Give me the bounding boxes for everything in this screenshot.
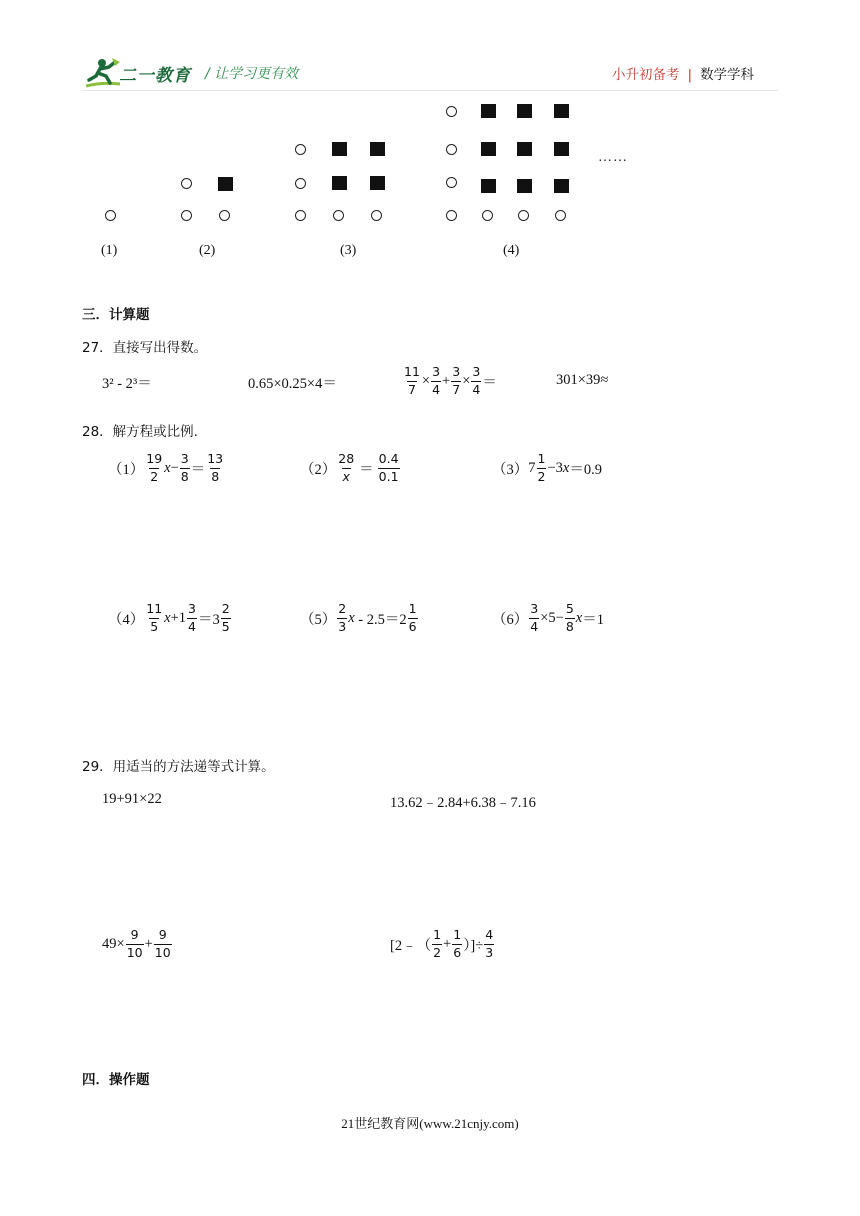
pattern-circle — [446, 144, 457, 155]
pattern-circle — [181, 178, 192, 189]
pattern-circle — [446, 177, 457, 188]
header-separator: | — [687, 67, 693, 83]
pattern-square — [554, 104, 569, 118]
pattern-square — [218, 177, 233, 191]
question-27-prompt: 27．直接写出得数。 — [82, 340, 208, 356]
pattern-square — [370, 142, 385, 156]
header-divider — [82, 90, 778, 91]
q29-calc-3: 49× $\frac{9}{10}$ + $\frac{9}{10}$ — [102, 927, 171, 960]
pattern-circle — [371, 210, 382, 221]
q27-expr-1: 3² - 2³＝ — [102, 376, 152, 392]
fraction: $\frac{3}{4}$ — [432, 364, 441, 397]
pattern-circle — [333, 210, 344, 221]
section-title-operation: 四．操作题 — [82, 1072, 150, 1088]
pattern-square — [332, 176, 347, 190]
pattern-circle — [219, 210, 230, 221]
q28-equation-3: （3） 7 $\frac{1}{2}$ −3 x ＝0.9 — [492, 451, 602, 484]
question-28-prompt: 28．解方程或比例. — [82, 424, 198, 440]
pattern-square — [554, 142, 569, 156]
pattern-label-1: (1) — [101, 243, 118, 258]
q29-calc-4: [2﹣（ $\frac{1}{2}$ + $\frac{1}{6}$ ）]÷ $\frac{4}{3}$ — [390, 927, 494, 960]
pattern-square — [370, 176, 385, 190]
pattern-ellipsis: …… — [598, 150, 628, 165]
fraction: $\frac{3}{7}$ — [452, 364, 461, 397]
slogan: / 让学习更有效 — [205, 66, 299, 82]
pattern-square — [332, 142, 347, 156]
pattern-circle — [295, 210, 306, 221]
pattern-square — [517, 179, 532, 193]
header-subject — [612, 63, 754, 83]
q28-equation-1: （1） $\frac{19}{2}$ x − $\frac{3}{8}$ ＝ $\frac{13}{8}$ — [108, 451, 224, 484]
section-title-calculation: 三．计算题 — [82, 307, 150, 323]
header-subject-label: 数学学科 — [700, 67, 755, 83]
pattern-circle — [518, 210, 529, 221]
q28-equation-2: （2） $\frac{28}{x}$ ＝ $\frac{0.4}{0.1}$ — [300, 451, 399, 484]
q28-equation-5: （5） $\frac{2}{3}$ x - 2.5＝2 $\frac{1}{6}$ — [300, 601, 417, 634]
pattern-square — [554, 179, 569, 193]
pattern-circle — [446, 106, 457, 117]
pattern-circle — [105, 210, 116, 221]
q28-equation-4: （4） $\frac{11}{5}$ x +1 $\frac{3}{4}$ ＝3 $\frac{2}{5}$ — [108, 601, 230, 634]
q27-expr-2: 0.65×0.25×4＝ — [248, 376, 337, 392]
fraction: $\frac{11}{7}$ — [404, 364, 420, 397]
pattern-circle — [181, 210, 192, 221]
pattern-square — [481, 179, 496, 193]
fraction: $\frac{3}{4}$ — [472, 364, 481, 397]
pattern-circle — [482, 210, 493, 221]
question-29-prompt: 29．用适当的方法递等式计算。 — [82, 759, 275, 775]
footer-source: 21世纪教育网(www.21cnjy.com) — [341, 1116, 519, 1131]
q29-calc-2: 13.62﹣2.84+6.38﹣7.16 — [390, 795, 536, 811]
pattern-square — [481, 142, 496, 156]
pattern-square — [517, 142, 532, 156]
pattern-square — [481, 104, 496, 118]
pattern-circle — [446, 210, 457, 221]
q28-equation-6: （6） $\frac{3}{4}$ ×5− $\frac{5}{8}$ x ＝1 — [492, 601, 604, 634]
q29-calc-1: 19+91×22 — [102, 791, 162, 807]
pattern-square — [517, 104, 532, 118]
header-category: 小升初备考 — [612, 67, 680, 83]
q27-expr-4: 301×39≈ — [556, 372, 609, 388]
q27-expr-3: $\frac{11}{7}$ × $\frac{3}{4}$ + $\frac{3}{7}$ × $\frac{3}{4}$ ＝ — [404, 364, 497, 397]
pattern-circle — [295, 178, 306, 189]
pattern-label-4: (4) — [503, 243, 520, 258]
logo-text: 二一教育 — [119, 66, 191, 86]
pattern-label-2: (2) — [199, 243, 216, 258]
pattern-circle — [555, 210, 566, 221]
pattern-label-3: (3) — [340, 243, 357, 258]
pattern-circle — [295, 144, 306, 155]
